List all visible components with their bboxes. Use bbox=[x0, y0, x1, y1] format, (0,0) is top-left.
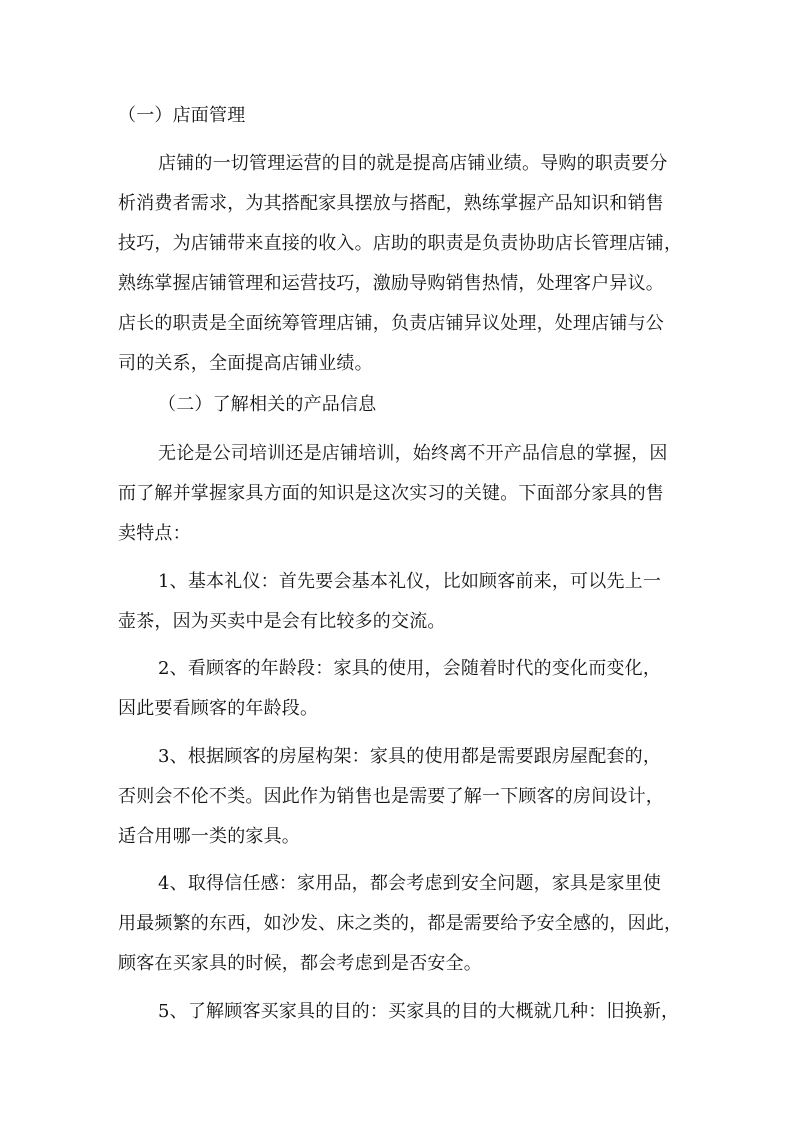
list-item-line: 用最频繁的东西，如沙发、床之类的，都是需要给予安全感的，因此， bbox=[118, 913, 683, 934]
paragraph-line: 熟练掌握店铺管理和运营技巧，激励导购销售热情，处理客户异议。 bbox=[118, 273, 664, 294]
list-item-line: 顾客在买家具的时候，都会考虑到是否安全。 bbox=[118, 953, 482, 974]
list-item-line: 5、了解顾客买家具的目的：买家具的目的大概就几种：旧换新， bbox=[158, 1001, 680, 1022]
list-item-line: 因此要看顾客的年龄段。 bbox=[118, 698, 319, 719]
paragraph-line: 店铺的一切管理运营的目的就是提高店铺业绩。导购的职责要分 bbox=[158, 153, 668, 174]
paragraph-line: 而了解并掌握家具方面的知识是这次实习的关键。下面部分家具的售 bbox=[118, 483, 664, 504]
paragraph-line: 无论是公司培训还是店铺培训，始终离不开产品信息的掌握，因 bbox=[158, 443, 668, 464]
list-item-line: 适合用哪一类的家具。 bbox=[118, 826, 300, 847]
list-item-line: 4、取得信任感：家用品，都会考虑到安全问题，家具是家里使 bbox=[158, 873, 662, 894]
section-heading-store-management: （一）店面管理 bbox=[118, 105, 246, 126]
paragraph-line: 卖特点： bbox=[118, 523, 191, 544]
paragraph-line: 析消费者需求，为其搭配家具摆放与搭配，熟练掌握产品知识和销售 bbox=[118, 193, 664, 214]
list-item-line: 否则会不伦不类。因此作为销售也是需要了解一下顾客的房间设计， bbox=[118, 786, 664, 807]
paragraph-line: 技巧，为店铺带来直接的收入。店助的职责是负责协助店长管理店铺， bbox=[118, 233, 683, 254]
paragraph-line: 店长的职责是全面统筹管理店铺，负责店铺异议处理，处理店铺与公 bbox=[118, 313, 664, 334]
list-item-line: 3、根据顾客的房屋构架：家具的使用都是需要跟房屋配套的， bbox=[158, 746, 662, 767]
list-item-line: 壶茶，因为买卖中是会有比较多的交流。 bbox=[118, 611, 446, 632]
section-heading-product-info: （二）了解相关的产品信息 bbox=[158, 394, 377, 415]
list-item-line: 1、基本礼仪：首先要会基本礼仪，比如顾客前来，可以先上一 bbox=[158, 571, 662, 592]
paragraph-line: 司的关系，全面提高店铺业绩。 bbox=[118, 353, 373, 374]
list-item-line: 2、看顾客的年龄段：家具的使用，会随着时代的变化而变化， bbox=[158, 658, 662, 679]
